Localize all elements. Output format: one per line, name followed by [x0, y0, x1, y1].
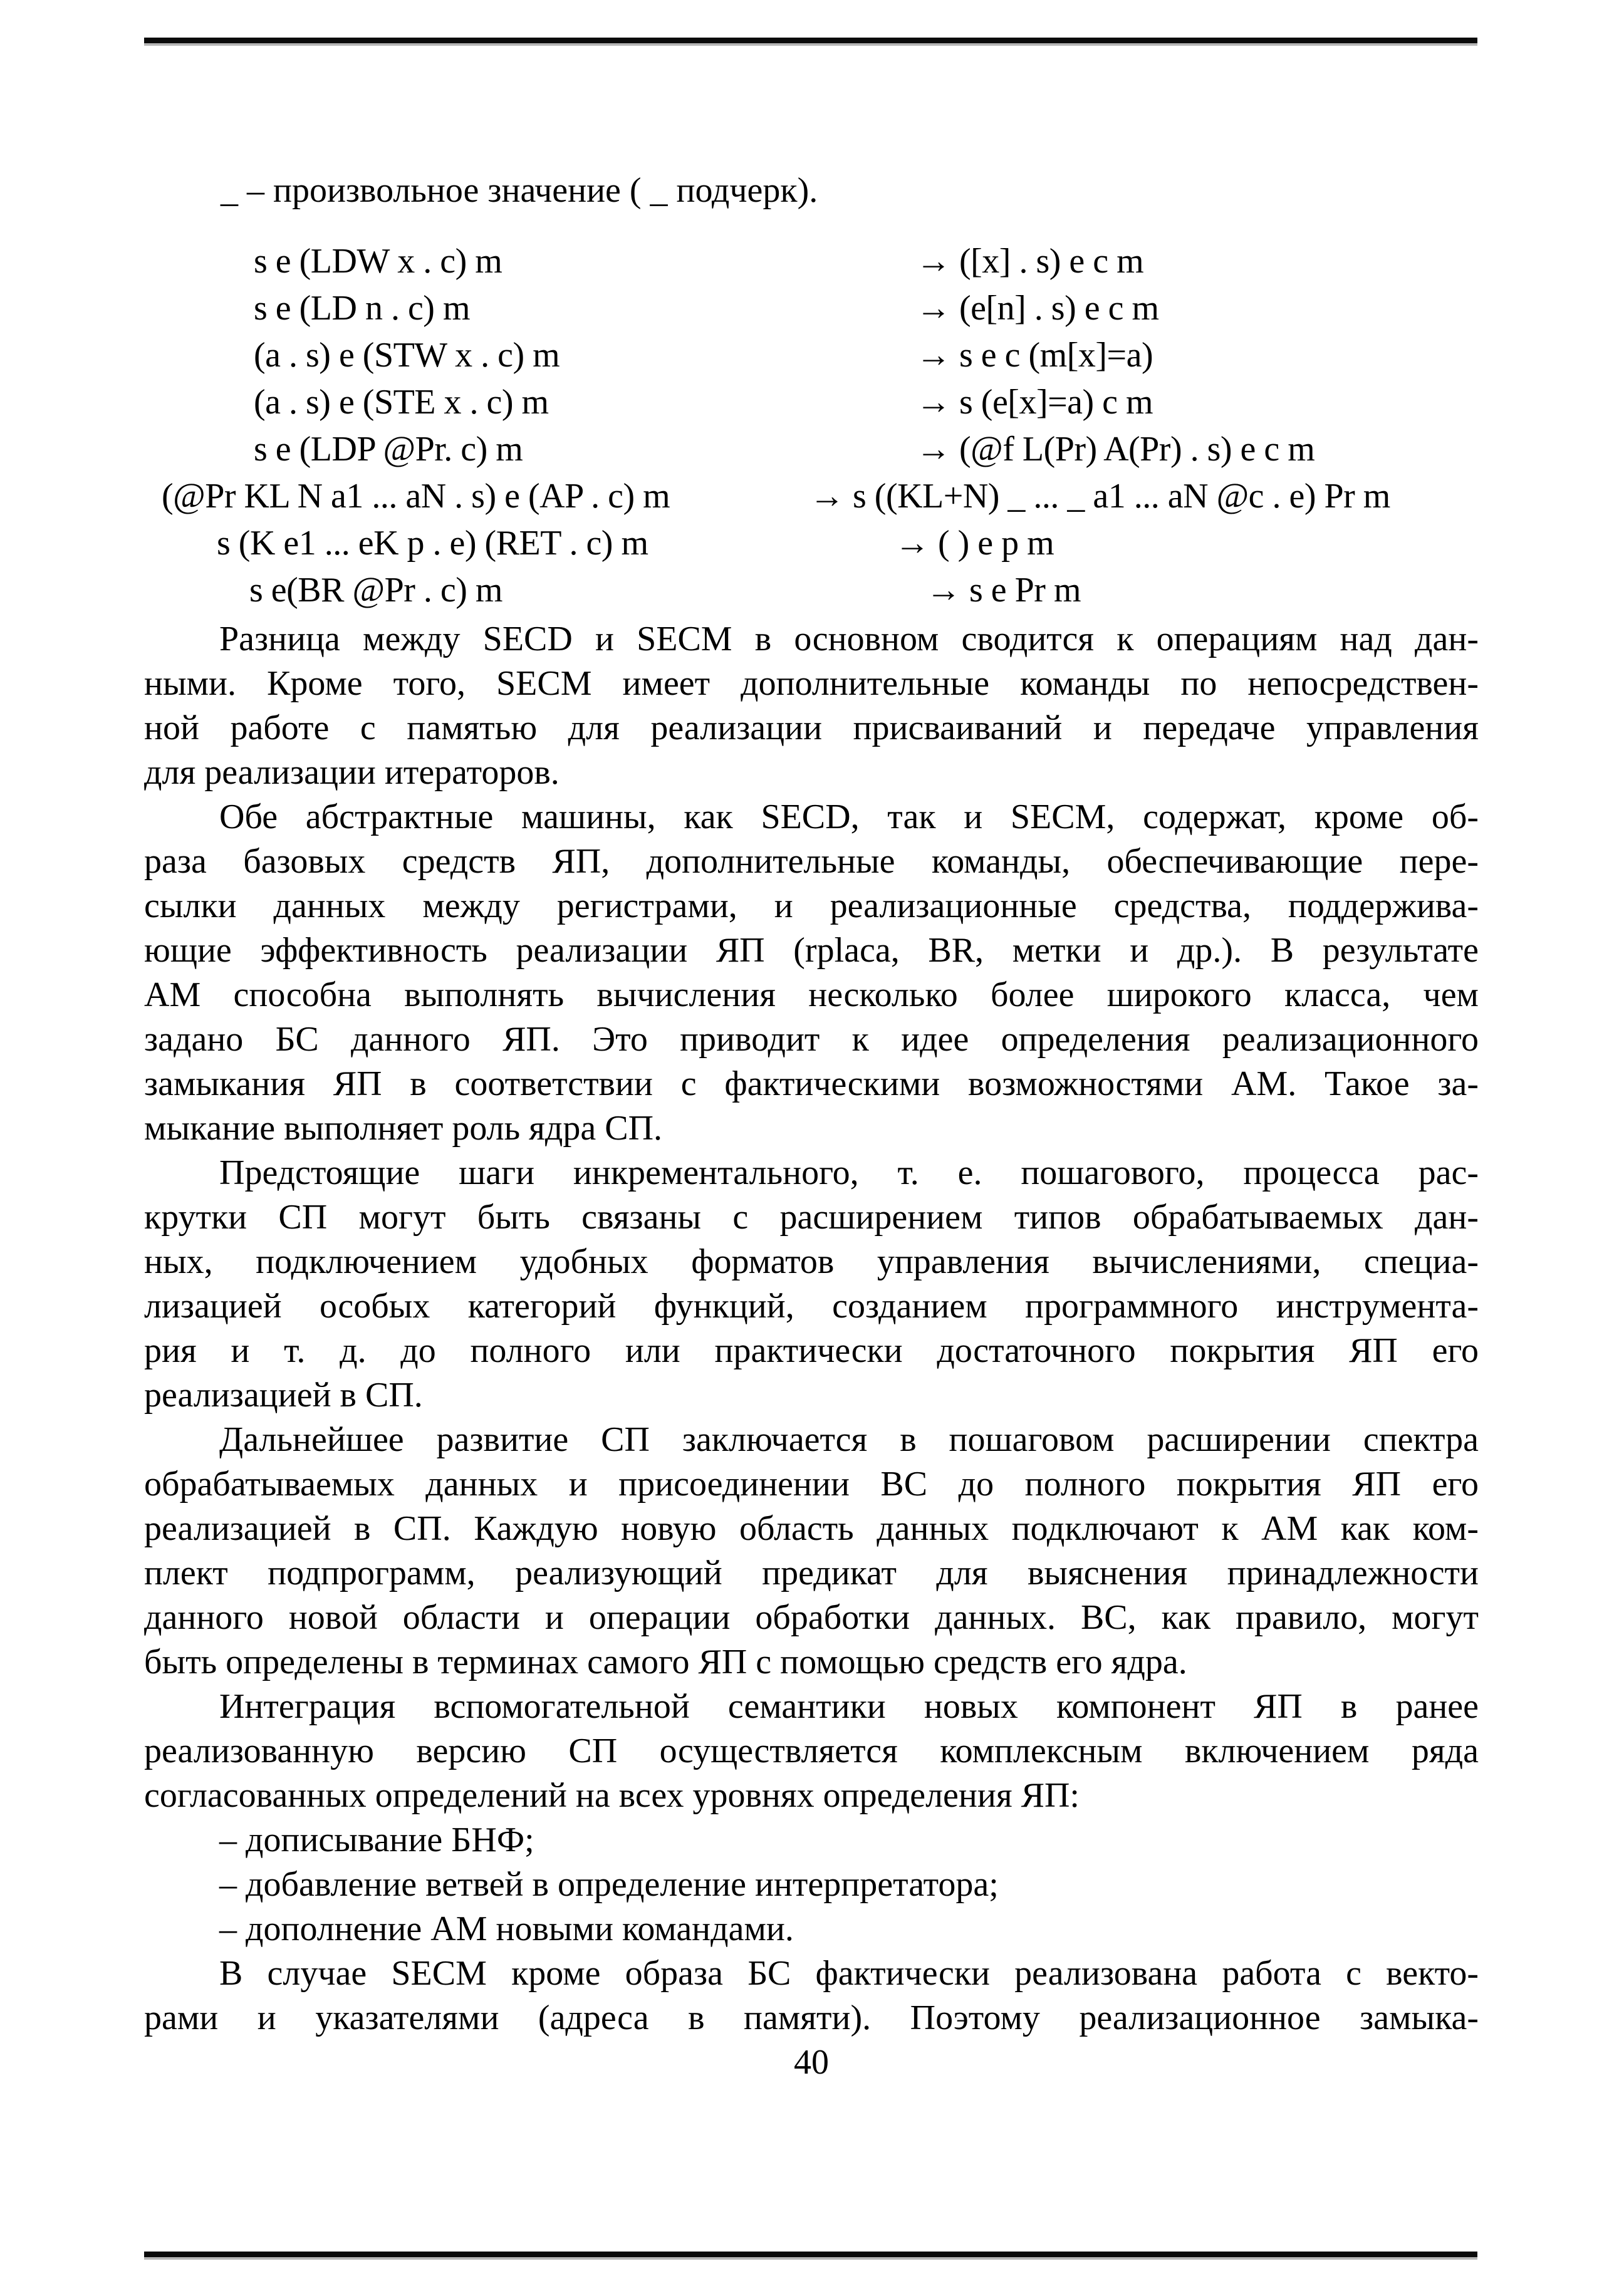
text-line: реализованную версию СП осуществляется комплексным включением ряда [144, 1732, 1479, 1770]
transition-rules-block [144, 238, 1479, 614]
text-line: реализацией в СП. Каждую новую область данных подключают к АМ как ком- [144, 1509, 1479, 1548]
rule-row [144, 426, 1479, 473]
rule-row [144, 473, 1479, 520]
rule-row [144, 285, 1479, 332]
rule-rhs: → (@f L(Pr) A(Pr) . s) e c m [916, 430, 1315, 469]
list-item: – дописывание БНФ; [219, 1821, 534, 1859]
text-line: замыкания ЯП в соответствии с фактическими возможностями АМ. Такое за- [144, 1064, 1479, 1103]
rule-row [144, 238, 1479, 285]
text-line: задано БС данного ЯП. Это приводит к идее определения реализационного [144, 1020, 1479, 1059]
bottom-rule [144, 2252, 1477, 2260]
body-text [144, 617, 1479, 2085]
rule-lhs: (@Pr KL N a1 ... aN . s) e (AP . c) m [162, 477, 670, 516]
rule-lhs: s e (LDP @Pr. c) m [254, 430, 523, 469]
legend-note: _ – произвольное значение ( _ подчерк). [221, 171, 818, 210]
rule-rhs: → s ((KL+N) _ ... _ a1 ... aN @c . e) Pr m [809, 477, 1390, 516]
rule-rhs: → s e c (m[x]=a) [916, 336, 1153, 375]
paragraph-6 [144, 1951, 1479, 2040]
text-line: Предстоящие шаги инкрементального, т. е. пошагового, процесса рас- [219, 1153, 1479, 1192]
text-line: Обе абстрактные машины, как SECD, так и SECM, содержат, кроме об- [219, 797, 1479, 836]
text-line: ной работе с памятью для реализации присваиваний и передаче управления [144, 709, 1479, 747]
text-line: для реализации итераторов. [144, 753, 560, 792]
text-line: АМ способна выполнять вычисления несколько более широкого класса, чем [144, 975, 1479, 1014]
paragraph-2 [144, 795, 1479, 1151]
rule-rhs: → (e[n] . s) e c m [916, 289, 1159, 328]
list-item: – дополнение АМ новыми командами. [219, 1909, 794, 1948]
paragraph-1 [144, 617, 1479, 795]
text-line: согласованных определений на всех уровнях определения ЯП: [144, 1776, 1080, 1815]
rule-lhs: s e(BR @Pr . c) m [249, 571, 502, 610]
text-line: Дальнейшее развитие СП заключается в пошаговом расширении спектра [219, 1420, 1479, 1459]
rule-rhs: → s e Pr m [926, 571, 1081, 610]
text-line: сылки данных между регистрами, и реализационные средства, поддержива- [144, 886, 1479, 925]
list-item: – добавление ветвей в определение интерпретатора; [219, 1865, 999, 1904]
top-rule [144, 38, 1477, 46]
text-line: крутки СП могут быть связаны с расширением типов обрабатываемых дан- [144, 1198, 1479, 1237]
text-line: ющие эффективность реализации ЯП (rplaca, BR, метки и др.). В результате [144, 931, 1479, 970]
rule-rhs: → ([x] . s) e c m [916, 242, 1144, 281]
rule-lhs: s (K e1 ... eK p . e) (RET . c) m [217, 524, 648, 563]
text-line: данного новой области и операции обработки данных. ВС, как правило, могут [144, 1598, 1479, 1637]
paragraph-3 [144, 1151, 1479, 1418]
text-line: рия и т. д. до полного или практически достаточного покрытия ЯП его [144, 1331, 1479, 1370]
rule-row [144, 332, 1479, 379]
text-line: Интеграция вспомогательной семантики новых компонент ЯП в ранее [219, 1687, 1479, 1726]
bullet-list [144, 1818, 1479, 1951]
rule-lhs: (a . s) e (STW x . c) m [254, 336, 560, 375]
text-line: В случае SECM кроме образа БС фактически реализована работа с векто- [219, 1954, 1479, 1993]
text-line: обрабатываемых данных и присоединении ВС до полного покрытия ЯП его [144, 1465, 1479, 1504]
rule-rhs: → ( ) e p m [895, 524, 1054, 563]
text-line: мыкание выполняет роль ядра СП. [144, 1109, 663, 1148]
rule-lhs: (a . s) e (STE x . c) m [254, 383, 549, 422]
rule-lhs: s e (LD n . c) m [254, 289, 471, 328]
rule-lhs: s e (LDW x . c) m [254, 242, 502, 281]
text-line: быть определены в терминах самого ЯП с помощью средств его ядра. [144, 1643, 1187, 1681]
rule-row [144, 520, 1479, 567]
text-line: раза базовых средств ЯП, дополнительные команды, обеспечивающие пере- [144, 842, 1479, 881]
text-line: рами и указателями (адреса в памяти). Поэтому реализационное замыка- [144, 1998, 1479, 2037]
text-line: лизацией особых категорий функций, созданием программного инструмента- [144, 1287, 1479, 1326]
text-line: Разница между SECD и SECM в основном сводится к операциям над дан- [219, 620, 1479, 658]
page-number: 40 [794, 2043, 829, 2082]
paragraph-4 [144, 1418, 1479, 1685]
text-line: ными. Кроме того, SECM имеет дополнительные команды по непосредствен- [144, 664, 1479, 703]
text-line: реализацией в СП. [144, 1376, 423, 1415]
rule-row [144, 379, 1479, 426]
rule-row [144, 567, 1479, 614]
text-line: плект подпрограмм, реализующий предикат для выяснения принадлежности [144, 1554, 1479, 1592]
paragraph-5 [144, 1685, 1479, 1818]
rule-rhs: → s (e[x]=a) c m [916, 383, 1153, 422]
text-line: ных, подключением удобных форматов управления вычислениями, специа- [144, 1242, 1479, 1281]
